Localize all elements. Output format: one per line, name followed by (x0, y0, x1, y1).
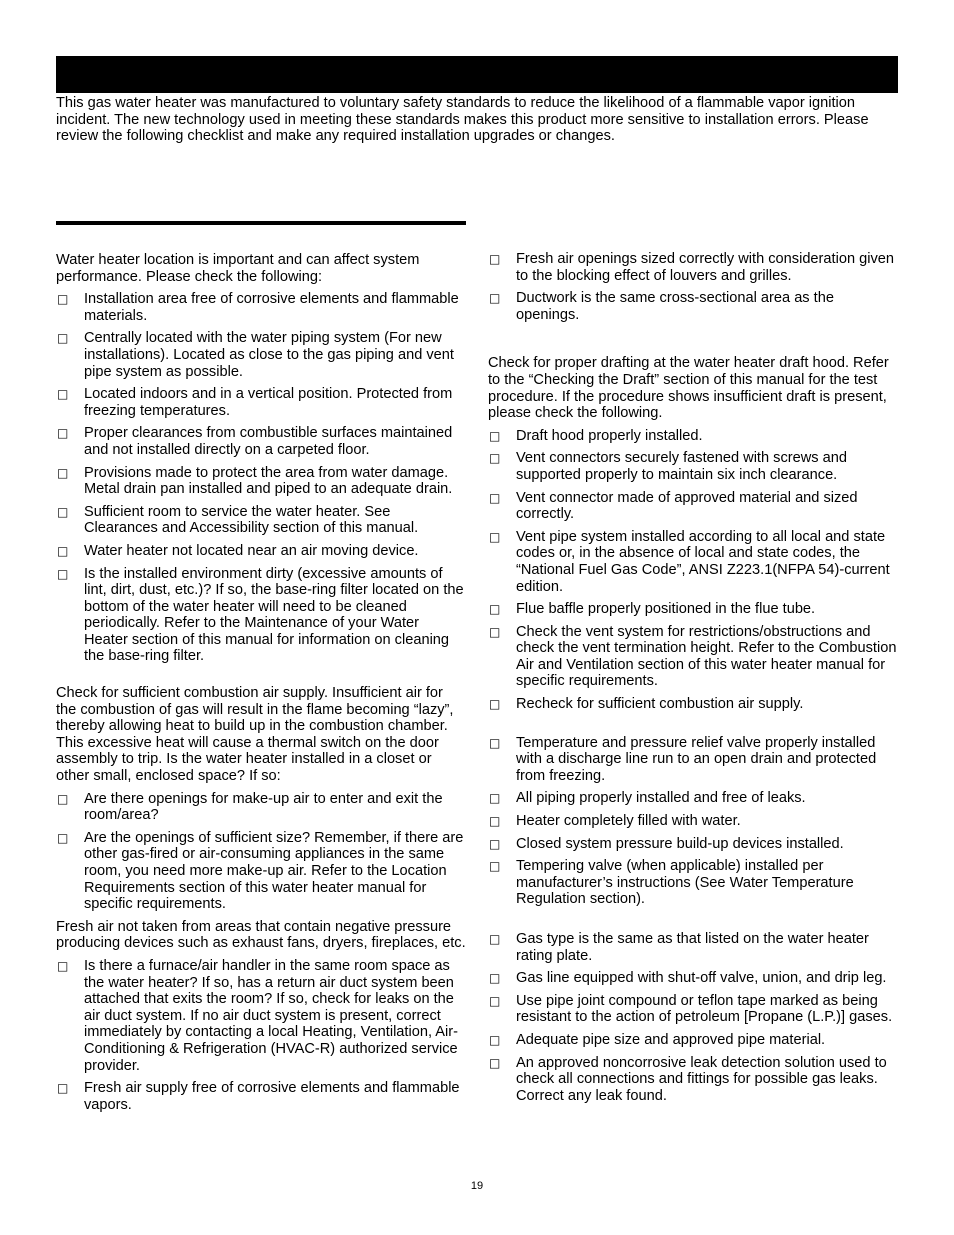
checkbox-icon: □ (489, 993, 501, 1008)
checklist-item (488, 601, 898, 618)
checkbox-icon: □ (57, 465, 69, 480)
checkbox-icon: □ (489, 624, 501, 639)
draft-checklist (488, 428, 898, 713)
left-column (56, 252, 466, 1113)
checklist-item (56, 791, 466, 824)
combustion-checklist (56, 791, 466, 913)
checklist-item (488, 529, 898, 595)
checklist-item-text: Vent connectors securely fastened with screws and supported properly to maintain six inch clearance. (516, 450, 847, 483)
checklist-item (56, 830, 466, 913)
checklist-item-text: Ductwork is the same cross-sectional area as the openings. (516, 290, 834, 323)
checkbox-icon: □ (57, 331, 69, 346)
checklist-item (56, 504, 466, 537)
checklist-item-text: Sufficient room to service the water heater. See Clearances and Accessibility section of this manual. (84, 503, 419, 537)
checklist-item-text: Proper clearances from combustible surfaces maintained and not installed directly on a carpeted floor. (84, 425, 453, 458)
checklist-item (488, 735, 898, 785)
checklist-item (56, 330, 466, 380)
checklist-item (56, 543, 466, 560)
checklist-item-text: Draft hood properly installed. (516, 427, 703, 444)
checklist-item (488, 931, 898, 964)
checkbox-icon: □ (489, 859, 501, 874)
checklist-item-text: Heater completely filled with water. (516, 813, 741, 830)
checkbox-icon: □ (57, 791, 69, 806)
checklist-item (56, 465, 466, 498)
checkbox-icon: □ (57, 543, 69, 558)
section-divider (56, 221, 466, 225)
checklist-item (488, 290, 898, 323)
checkbox-icon: □ (57, 1081, 69, 1096)
page-number: 19 (470, 1180, 484, 1192)
checklist-item-text: Located indoors and in a vertical position. Protected from freezing temperatures. (84, 386, 453, 419)
checklist-item (488, 1032, 898, 1049)
checklist-item (488, 813, 898, 830)
checkbox-icon: □ (489, 697, 501, 712)
checkbox-icon: □ (57, 566, 69, 581)
checkbox-icon: □ (489, 791, 501, 806)
checklist-item (488, 490, 898, 523)
checklist-item-text: Is there a furnace/air handler in the same room space as the water heater? If so, has a return air duct system been attached that exits the room? If so, check for leaks on the air duct system. If no air duct system is present, correct immediately by contacting a local Heating, Ventilation, Air-Conditioning & Refrigeration (HVAC-R) authorized service provider. (84, 957, 458, 1074)
checklist-item-text: Flue baffle properly positioned in the flue tube. (516, 601, 816, 618)
checklist-item (488, 696, 898, 713)
checklist-item-text: Centrally located with the water piping system (For new installations). Located as close to the gas piping and vent pipe system as possible. (84, 330, 454, 380)
checklist-item-text: All piping properly installed and free of leaks. (516, 790, 806, 807)
checkbox-icon: □ (489, 529, 501, 544)
checkbox-icon: □ (489, 291, 501, 306)
checkbox-icon: □ (489, 1032, 501, 1047)
checklist-item (488, 624, 898, 690)
checkbox-icon: □ (57, 426, 69, 441)
gas-supply-checklist (488, 931, 898, 1104)
checklist-item-text: Fresh air openings sized correctly with consideration given to the blocking effect of louvers and grilles. (516, 251, 894, 284)
checklist-item-text: Recheck for sufficient combustion air supply. (516, 696, 804, 713)
checklist-item (56, 1080, 466, 1113)
location-checklist (56, 291, 466, 665)
checklist-item-text: Vent pipe system installed according to all local and state codes or, in the absence of local and state codes, the “National Fuel Gas Code”, ANSI Z223.1(NFPA 54)-current edition. (516, 528, 890, 595)
checklist-item-text: Temperature and pressure relief valve properly installed with a discharge line run to an open drain and protected from freezing. (516, 734, 877, 784)
checklist-item-text: Gas line equipped with shut-off valve, union, and drip leg. (516, 970, 887, 987)
checklist-item (56, 566, 466, 666)
checklist-item (488, 450, 898, 483)
combustion-intro: Check for sufficient combustion air supply. Insufficient air for the combustion of gas will result in the flame becoming “lazy”, thereby allowing heat to build up in the combustion chamber. This excessive heat will cause a thermal switch on the door assembly to trip. Is the water heater installed in a closet or other small, enclosed space? If so: (56, 685, 454, 785)
checklist-item (488, 836, 898, 853)
checklist-item (56, 386, 466, 419)
checklist-item-text: Gas type is the same as that listed on the water heater rating plate. (516, 931, 869, 964)
checklist-item (56, 958, 466, 1074)
checkbox-icon: □ (57, 958, 69, 973)
checklist-item-text: Vent connector made of approved material and sized correctly. (516, 489, 858, 523)
checkbox-icon: □ (489, 490, 501, 505)
checklist-item-text: Are there openings for make-up air to enter and exit the room/area? (84, 790, 443, 824)
checklist-item-text: Use pipe joint compound or teflon tape marked as being resistant to the action of petroleum [Propane (L.P.)] gases. (516, 992, 893, 1026)
draft-intro: Check for proper drafting at the water heater draft hood. Refer to the “Checking the Draft” section of this manual for the test procedure. If the procedure shows insufficient draft is present, please check the following. (488, 355, 889, 422)
right-column (488, 251, 898, 1104)
fresh-air-note: Fresh air not taken from areas that contain negative pressure producing devices such as exhaust fans, dryers, fireplaces, etc. (56, 918, 466, 952)
checklist-item-text: Provisions made to protect the area from water damage. Metal drain pan installed and piped to an adequate drain. (84, 464, 453, 498)
checkbox-icon: □ (489, 735, 501, 750)
checklist-item-text: An approved noncorrosive leak detection solution used to check all connections and fittings for possible gas leaks. Correct any leak found. (516, 1054, 887, 1104)
location-intro: Water heater location is important and can affect system performance. Please check the following: (56, 252, 420, 285)
checklist-item (488, 970, 898, 987)
checkbox-icon: □ (57, 504, 69, 519)
checkbox-icon: □ (57, 292, 69, 307)
header-banner (56, 56, 898, 93)
checklist-item (488, 790, 898, 807)
checklist-item-text: Are the openings of sufficient size? Remember, if there are other gas-fired or air-consuming appliances in the same room, you need more make-up air. Refer to the Location Requirements section of this water heater manual for specific requirements. (84, 829, 464, 913)
checklist-item (488, 993, 898, 1026)
checkbox-icon: □ (57, 830, 69, 845)
checkbox-icon: □ (489, 836, 501, 851)
checkbox-icon: □ (489, 451, 501, 466)
checklist-item-text: Installation area free of corrosive elements and flammable materials. (84, 291, 459, 324)
checklist-item (488, 858, 898, 908)
checkbox-icon: □ (489, 252, 501, 266)
checklist-item (56, 425, 466, 458)
fresh-air-checklist (56, 958, 466, 1113)
checkbox-icon: □ (489, 602, 501, 617)
checkbox-icon: □ (489, 814, 501, 829)
checklist-item-text: Adequate pipe size and approved pipe material. (516, 1031, 826, 1048)
checklist-item-text: Water heater not located near an air moving device. (84, 542, 419, 559)
checklist-item (488, 251, 898, 284)
checkbox-icon: □ (489, 932, 501, 946)
water-system-checklist (488, 735, 898, 908)
checklist-item (56, 291, 466, 324)
checkbox-icon: □ (57, 387, 69, 402)
checklist-item-text: Closed system pressure build-up devices installed. (516, 835, 844, 852)
checkbox-icon: □ (489, 1055, 501, 1070)
checklist-item (488, 428, 898, 445)
checkbox-icon: □ (489, 971, 501, 986)
intro-paragraph: This gas water heater was manufactured to voluntary safety standards to reduce the likelihood of a flammable vapor ignition incident. The new technology used in meeting these standards makes this product more sensitive to installation errors. Please review the following checklist and make any required installation upgrades or changes. (56, 95, 869, 145)
checklist-item-text: Tempering valve (when applicable) installed per manufacturer’s instructions (See Water Temperature Regulation section). (516, 858, 854, 908)
checklist-item-text: Is the installed environment dirty (excessive amounts of lint, dirt, dust, etc.)? If so, the base-ring filter located on the bottom of the water heater will need to be cleaned periodically. Refer to the Maintenance of your Water Heater section of this manual for information on cleaning the base-ring filter. (84, 565, 464, 665)
checklist-item-text: Check the vent system for restrictions/obstructions and check the vent termination height. Refer to the Combustion Air and Ventilation section of this water heater manual for specific requirements. (516, 623, 897, 690)
checkbox-icon: □ (489, 428, 501, 443)
checklist-item-text: Fresh air supply free of corrosive elements and flammable vapors. (84, 1080, 460, 1113)
air-openings-checklist (488, 251, 898, 323)
checklist-item (488, 1055, 898, 1105)
